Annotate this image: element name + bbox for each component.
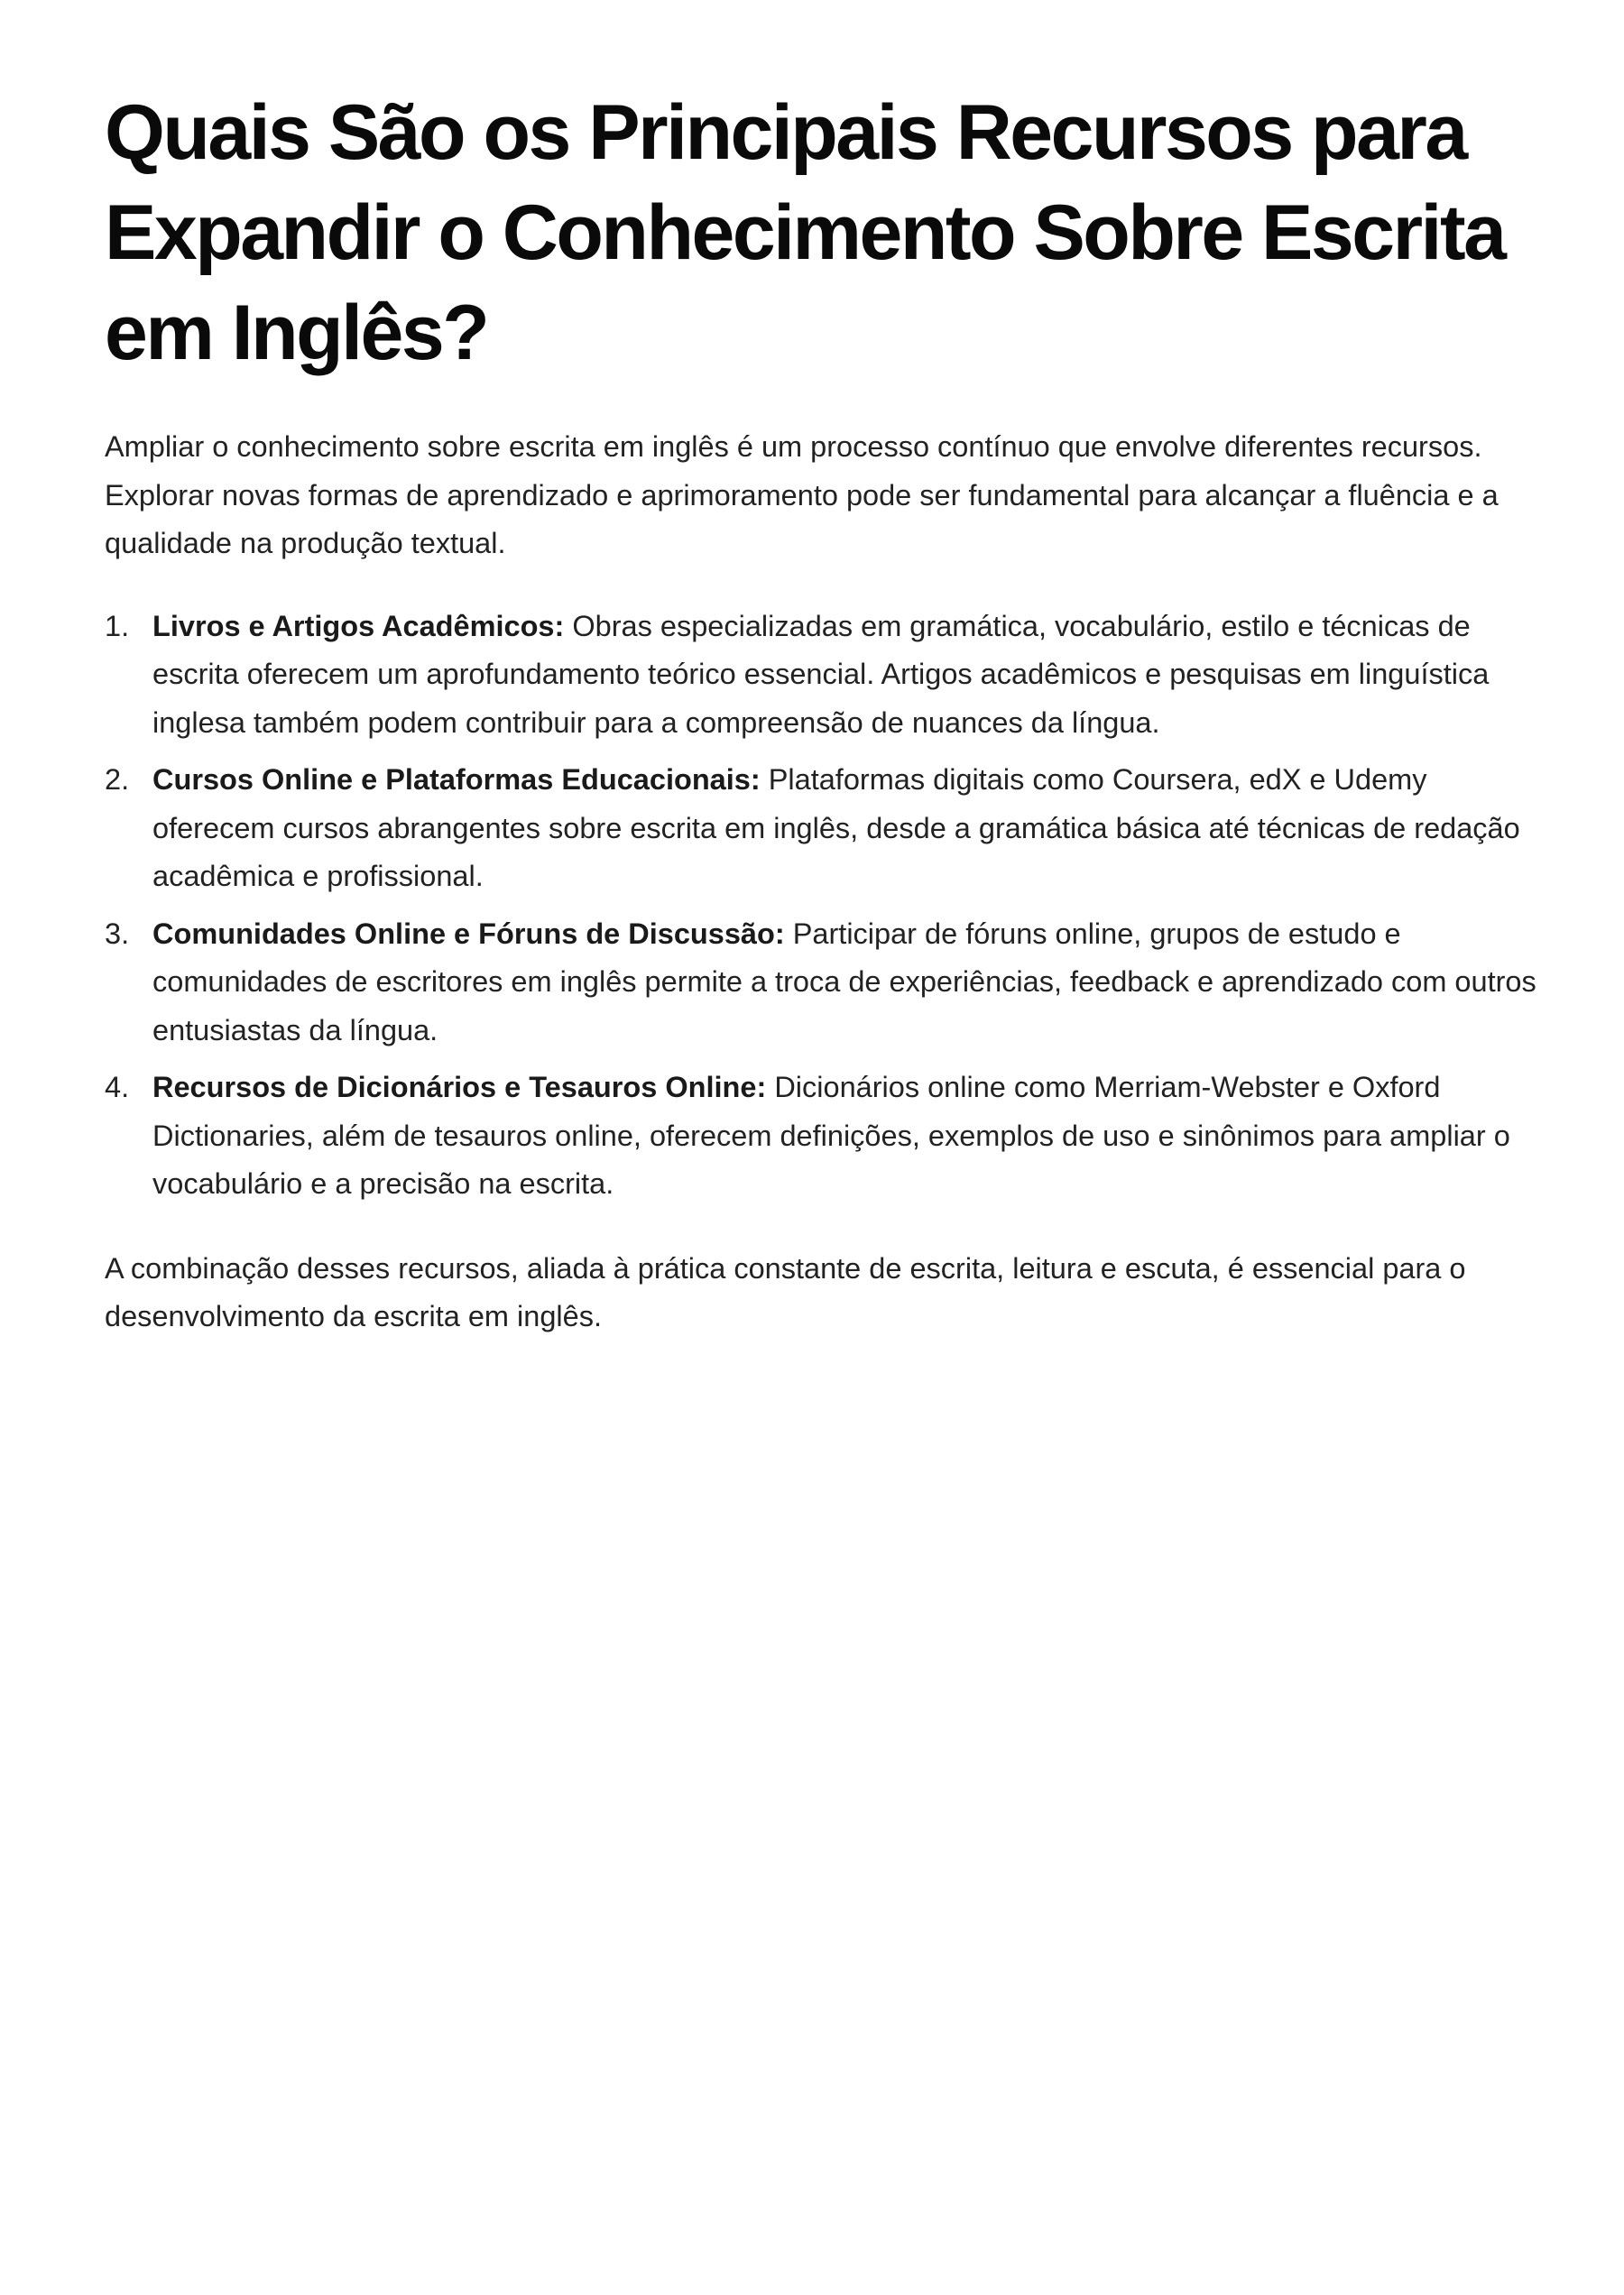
list-item [105, 756, 1539, 901]
list-item-title: Comunidades Online e Fóruns de Discussão: [152, 917, 793, 950]
conclusion-paragraph: A combinação desses recursos, aliada à prática constante de escrita, leitura e escuta, é essencial para o desenvolvimento da escrita em inglês. [105, 1251, 1466, 1332]
list-item [105, 910, 1539, 1055]
list-item-text: Plataformas digitais como Coursera, edX e Udemy oferecem cursos abrangentes sobre escrita em inglês, desde a gramática básica até técnicas de redação acadêmica e profissional. [152, 763, 1520, 892]
list-item-text: Dicionários online como Merriam-Webster e Oxford Dictionaries, além de tesauros online, oferecem definições, exemplos de uso e sinônimos para ampliar o vocabulário e a precisão na escrita. [152, 1071, 1510, 1200]
list-item-number: 1. [105, 609, 130, 642]
list-item-number: 4. [105, 1071, 130, 1103]
list-item-text: Obras especializadas em gramática, vocabulário, estilo e técnicas de escrita oferecem um aprofundamento teórico essencial. Artigos acadêmicos e pesquisas em linguística inglesa também podem contribuir para a compreensão de nuances da língua. [152, 609, 1490, 739]
page-title: Quais São os Principais Recursos para Expandir o Conhecimento Sobre Escrita em Inglês? [105, 89, 1505, 376]
resource-list [105, 603, 1539, 1209]
list-item-number: 2. [105, 763, 130, 796]
list-item-title: Cursos Online e Plataformas Educacionais: [152, 763, 769, 796]
list-item-number: 3. [105, 917, 130, 950]
list-item-text: Participar de fóruns online, grupos de estudo e comunidades de escritores em inglês permite a troca de experiências, feedback e aprendizado com outros entusiastas da língua. [152, 917, 1536, 1046]
list-item [105, 603, 1539, 748]
document-page [105, 83, 1539, 1341]
list-item-title: Livros e Artigos Acadêmicos: [152, 609, 573, 642]
list-item [105, 1064, 1539, 1209]
intro-paragraph: Ampliar o conhecimento sobre escrita em inglês é um processo contínuo que envolve diferentes recursos. Explorar novas formas de aprendizado e aprimoramento pode ser fundamental para alcançar a fluência e a qualidade na produção textual. [105, 430, 1499, 559]
list-item-title: Recursos de Dicionários e Tesauros Online: [152, 1071, 775, 1103]
